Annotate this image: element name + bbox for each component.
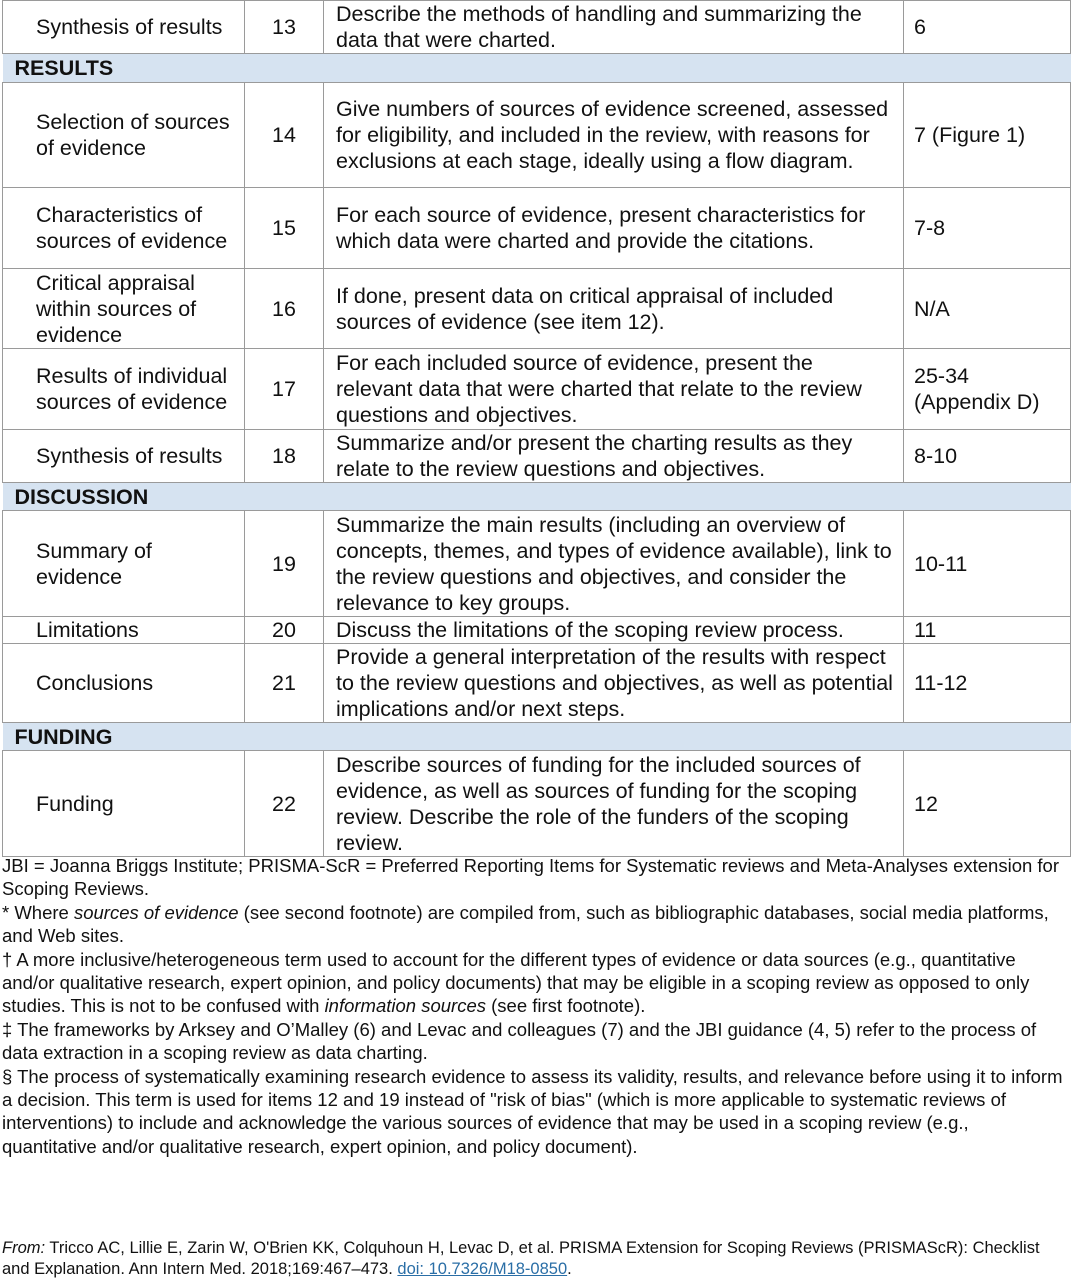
item-name: Synthesis of results	[3, 1, 245, 54]
citation-from-label: From:	[2, 1239, 46, 1257]
checklist-row	[3, 1, 1071, 54]
footnote-star: * Where sources of evidence (see second footnote) are compiled from, such as bibliographic databases, social media platforms, and Web sites.	[2, 901, 1049, 947]
item-name: Selection of sources of evidence	[3, 83, 245, 188]
reported-page: 7-8	[904, 188, 1071, 269]
reported-page: 8-10	[904, 430, 1071, 483]
item-number: 17	[245, 349, 324, 430]
item-description: For each included source of evidence, present the relevant data that were charted that relate to the review questions and objectives.	[324, 349, 904, 430]
reported-page: 12	[904, 751, 1071, 857]
reported-page: 6	[904, 1, 1071, 54]
footnote-abbreviations: JBI = Joanna Briggs Institute; PRISMA-ScR = Preferred Reporting Items for Systematic reviews and Meta-Analyses extension for Scoping Reviews.	[2, 855, 1060, 900]
item-number: 14	[245, 83, 324, 188]
footnote-section-sign: § The process of systematically examining research evidence to assess its validity, results, and relevance before using it to inform a decision. This term is used for items 12 and 19 instead of "risk of bias" (which is more applicable to systematic reviews of interventions) to include and acknowledge the various sources of evidence that may be used in a scoping review (e.g., quantitative and/or qualitative research, expert opinion, and policy document).	[2, 1065, 1063, 1157]
item-description: Describe sources of funding for the included sources of evidence, as well as sources of funding for the scoping review. Describe the role of the funders of the scoping review.	[324, 751, 904, 857]
section-label: FUNDING	[3, 723, 1071, 751]
item-number: 20	[245, 617, 324, 644]
item-description: Provide a general interpretation of the results with respect to the review questions and objectives, as well as potential implications and/or next steps.	[324, 644, 904, 723]
item-description: For each source of evidence, present characteristics for which data were charted and provide the citations.	[324, 188, 904, 269]
item-number: 13	[245, 1, 324, 54]
checklist-row	[3, 269, 1071, 349]
reported-page: 11-12	[904, 644, 1071, 723]
checklist-body	[3, 1, 1071, 857]
section-label: DISCUSSION	[3, 483, 1071, 511]
reported-page: 25-34 (Appendix D)	[904, 349, 1071, 430]
checklist-row	[3, 617, 1071, 644]
footnote-dagger: † A more inclusive/heterogeneous term used to account for the different types of evidence or data sources (e.g., quantitative and/or qualitative research, expert opinion, and policy documents) that may be eligible in a scoping review as opposed to only studies. This is not to be confused with information sources (see first footnote).	[2, 948, 1030, 1017]
checklist-row	[3, 349, 1071, 430]
item-description: Describe the methods of handling and summarizing the data that were charted.	[324, 1, 904, 54]
checklist-table	[2, 0, 1071, 857]
checklist-row	[3, 188, 1071, 269]
item-description: Summarize the main results (including an overview of concepts, themes, and types of evidence available), link to the review questions and objectives, and consider the relevance to key groups.	[324, 511, 904, 617]
checklist-row	[3, 751, 1071, 857]
citation-text: Tricco AC, Lillie E, Zarin W, O'Brien KK, Colquhoun H, Levac D, et al. PRISMA Extension for Scoping Reviews (PRISMAScR): Checklist and Explanation. Ann Intern Med. 2018;169:467–473.	[2, 1239, 1040, 1278]
item-name: Limitations	[3, 617, 245, 644]
item-name: Characteristics of sources of evidence	[3, 188, 245, 269]
item-number: 22	[245, 751, 324, 857]
item-name: Results of individual sources of evidence	[3, 349, 245, 430]
section-header-row	[3, 723, 1071, 751]
reported-page: 10-11	[904, 511, 1071, 617]
item-description: Discuss the limitations of the scoping review process.	[324, 617, 904, 644]
item-name: Funding	[3, 751, 245, 857]
item-name: Summary of evidence	[3, 511, 245, 617]
section-header-row	[3, 483, 1071, 511]
item-number: 15	[245, 188, 324, 269]
footnotes	[2, 854, 1068, 1158]
item-description: If done, present data on critical appraisal of included sources of evidence (see item 12).	[324, 269, 904, 349]
reported-page: N/A	[904, 269, 1071, 349]
item-description: Give numbers of sources of evidence screened, assessed for eligibility, and included in the review, with reasons for exclusions at each stage, ideally using a flow diagram.	[324, 83, 904, 188]
checklist-row	[3, 430, 1071, 483]
item-number: 21	[245, 644, 324, 723]
item-number: 16	[245, 269, 324, 349]
item-description: Summarize and/or present the charting results as they relate to the review questions and objectives.	[324, 430, 904, 483]
footnote-double-dagger: ‡ The frameworks by Arksey and O’Malley (6) and Levac and colleagues (7) and the JBI guidance (4, 5) refer to the process of data extraction in a scoping review as data charting.	[2, 1018, 1037, 1064]
item-name: Conclusions	[3, 644, 245, 723]
item-name: Critical appraisal within sources of evidence	[3, 269, 245, 349]
checklist-row	[3, 511, 1071, 617]
item-number: 18	[245, 430, 324, 483]
item-name: Synthesis of results	[3, 430, 245, 483]
reported-page: 11	[904, 617, 1071, 644]
item-number: 19	[245, 511, 324, 617]
checklist-row	[3, 644, 1071, 723]
reported-page: 7 (Figure 1)	[904, 83, 1071, 188]
doi-link[interactable]: doi: 10.7326/M18-0850	[397, 1260, 568, 1278]
section-label: RESULTS	[3, 54, 1071, 83]
section-header-row	[3, 54, 1071, 83]
checklist-row	[3, 83, 1071, 188]
source-citation: From: Tricco AC, Lillie E, Zarin W, O'Brien KK, Colquhoun H, Levac D, et al. PRISMA Extension for Scoping Reviews (PRISMAScR): Checklist and Explanation. Ann Intern Med. 2018;169:467–473. doi: 10.7326/M18-0850.	[2, 1239, 1040, 1278]
